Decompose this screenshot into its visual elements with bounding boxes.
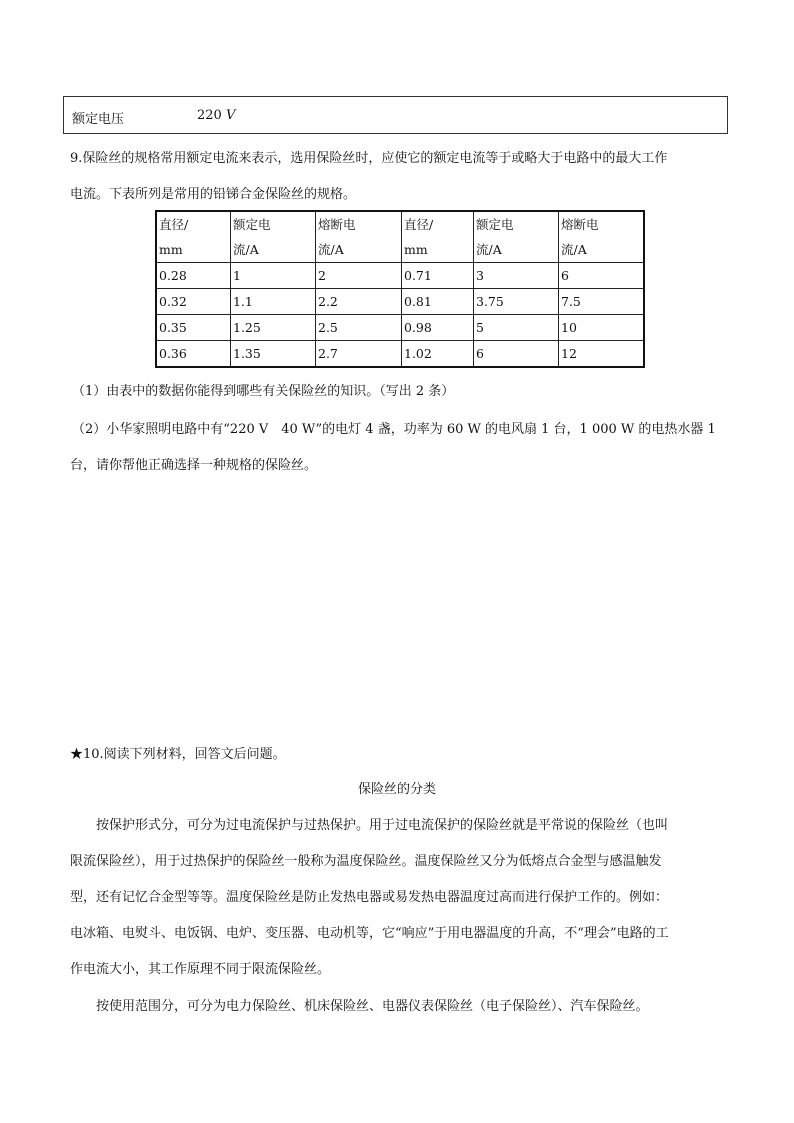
table-row bbox=[156, 289, 644, 315]
header-cell: 熔断电 流/A bbox=[316, 211, 402, 263]
header-cell: 直径/ mm bbox=[402, 211, 474, 263]
table-cell: 7.5 bbox=[559, 289, 645, 315]
q9-sub-question-1: （1）由表中的数据你能得到哪些有关保险丝的知识。（写出 2 条） bbox=[72, 384, 455, 399]
table-cell: 3 bbox=[474, 263, 559, 289]
table-cell: 0.81 bbox=[402, 289, 474, 315]
article-paragraph-1-line: 按保护形式分，可分为过电流保护与过热保护。用于过电流保护的保险丝就是平常说的保险丝（也叫 bbox=[96, 818, 669, 833]
table-row bbox=[156, 315, 644, 341]
q9-line-2: 电流。下表所列是常用的铅锑合金保险丝的规格。 bbox=[70, 187, 357, 202]
table-cell: 2.5 bbox=[316, 315, 402, 341]
q9-sub-question-2-line-1: （2）小华家照明电路中有“220 V 40 W”的电灯 4 盏，功率为 60 W 的电风扇 1 台，1 000 W 的电热水器 1 bbox=[72, 422, 716, 437]
table-cell: 0.71 bbox=[402, 263, 474, 289]
table-cell: 0.35 bbox=[156, 315, 231, 341]
table-cell: 10 bbox=[559, 315, 645, 341]
table-row bbox=[156, 341, 644, 368]
table-cell: 1.02 bbox=[402, 341, 474, 368]
table-cell: 0.32 bbox=[156, 289, 231, 315]
header-cell: 直径/ mm bbox=[156, 211, 231, 263]
table-cell: 3.75 bbox=[474, 289, 559, 315]
table-cell: 12 bbox=[559, 341, 645, 368]
q9-line-1: 9.保险丝的规格常用额定电流来表示，选用保险丝时，应使它的额定电流等于或略大于电路中的最大工作 bbox=[70, 151, 668, 166]
rated-voltage-label: 额定电压 bbox=[72, 112, 125, 127]
header-cell: 熔断电 流/A bbox=[559, 211, 645, 263]
rated-voltage-value: 220 V bbox=[197, 108, 236, 123]
article-paragraph-1-line: 限流保险丝），用于过热保护的保险丝一般称为温度保险丝。温度保险丝又分为低熔点合金型与感温触发 bbox=[70, 854, 662, 869]
table-cell: 2.2 bbox=[316, 289, 402, 315]
table-cell: 0.36 bbox=[156, 341, 231, 368]
table-cell: 1.35 bbox=[231, 341, 316, 368]
header-cell: 额定电 流/A bbox=[474, 211, 559, 263]
rated-voltage-row bbox=[63, 96, 728, 134]
article-paragraph-2: 按使用范围分，可分为电力保险丝、机床保险丝、电器仪表保险丝（电子保险丝）、汽车保险丝。 bbox=[96, 999, 649, 1014]
table-header-row bbox=[156, 211, 644, 263]
q9-sub-question-2-line-2: 台，请你帮他正确选择一种规格的保险丝。 bbox=[70, 458, 318, 473]
table-cell: 2 bbox=[316, 263, 402, 289]
fuse-spec-table bbox=[155, 210, 645, 368]
table-cell: 1 bbox=[231, 263, 316, 289]
article-paragraph-1-line: 作电流大小，其工作原理不同于限流保险丝。 bbox=[70, 962, 331, 977]
table-cell: 5 bbox=[474, 315, 559, 341]
table-cell: 0.98 bbox=[402, 315, 474, 341]
table-cell: 6 bbox=[559, 263, 645, 289]
article-paragraph-1-line: 电冰箱、电熨斗、电饭锅、电炉、变压器、电动机等，它“响应”于用电器温度的升高，不“理会”电路的工 bbox=[70, 926, 669, 941]
header-cell: 额定电 流/A bbox=[231, 211, 316, 263]
table-cell: 6 bbox=[474, 341, 559, 368]
table-cell: 1.1 bbox=[231, 289, 316, 315]
article-paragraph-1-line: 型，还有记忆合金型等等。温度保险丝是防止发热电器或易发热电器温度过高而进行保护工作的。例如： bbox=[70, 890, 669, 905]
table-cell: 1.25 bbox=[231, 315, 316, 341]
article-title: 保险丝的分类 bbox=[357, 782, 436, 797]
table-row bbox=[156, 263, 644, 289]
table-cell: 2.7 bbox=[316, 341, 402, 368]
q10-intro: ★10.阅读下列材料，回答文后问题。 bbox=[70, 747, 286, 762]
table-cell: 0.28 bbox=[156, 263, 231, 289]
